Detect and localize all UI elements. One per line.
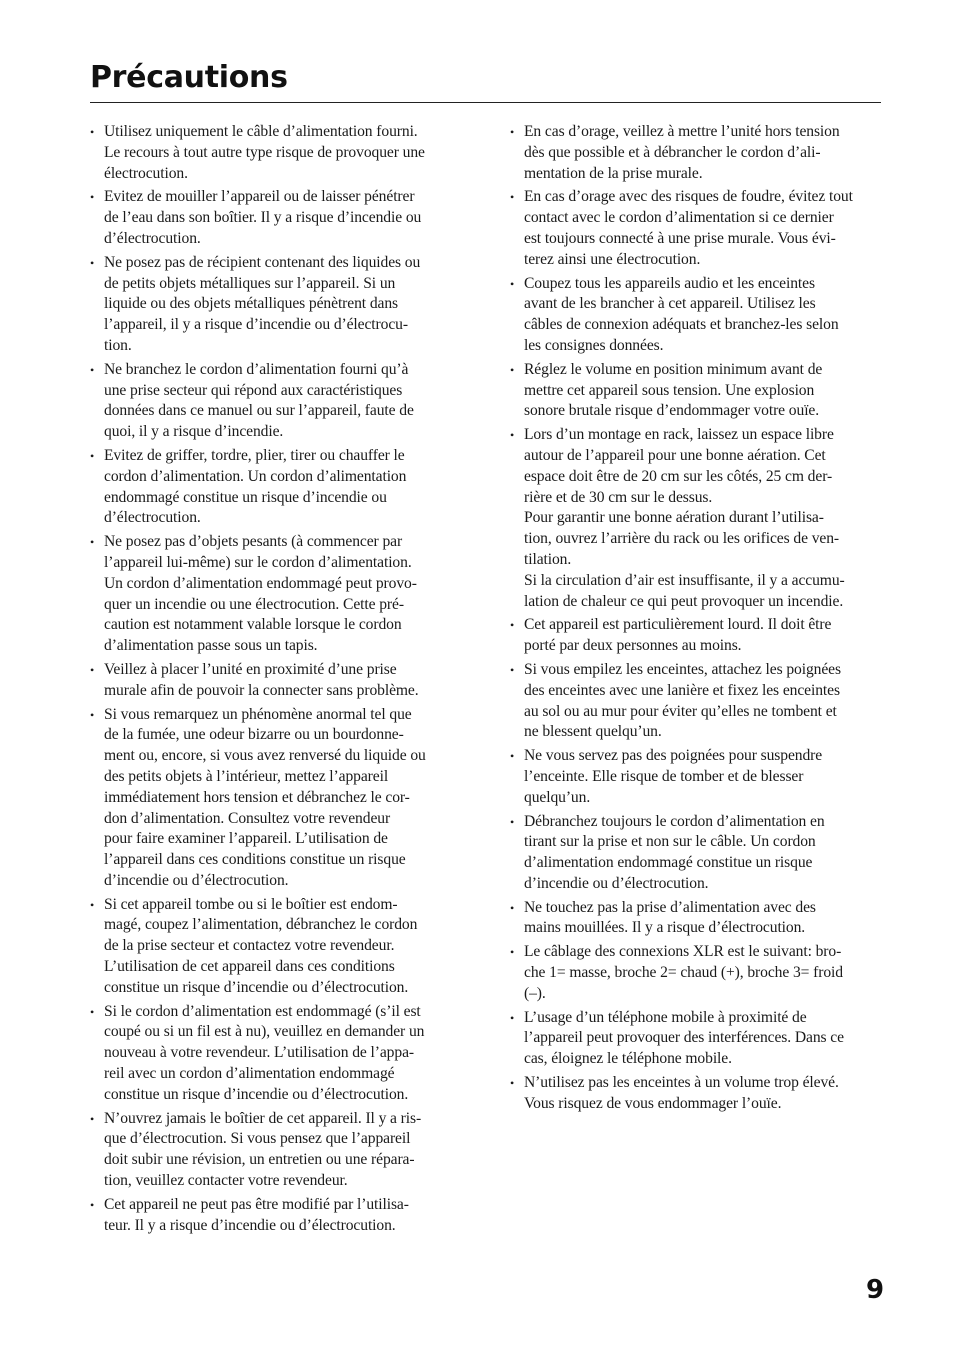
list-item xyxy=(90,360,466,443)
list-item-text: Si vous empilez les enceintes, attachez les poignées des enceintes avec une lanière et fixez les enceintes au sol ou au mur pour éviter qu’elles ne tombent et ne blessent quelqu’un. xyxy=(524,660,841,741)
list-item xyxy=(90,253,466,357)
list-item xyxy=(90,895,466,999)
list-item xyxy=(510,187,888,270)
bullet-icon: • xyxy=(90,1197,95,1212)
bullet-icon: • xyxy=(510,945,515,960)
bullet-icon: • xyxy=(90,448,95,463)
list-item-text: Ne branchez le cordon d’alimentation fourni qu’à une prise secteur qui répond aux caractéristiques données dans ce manuel ou sur l’appareil, faute de quoi, il y a risque d’incendie. xyxy=(104,360,414,441)
bullet-icon: • xyxy=(90,1004,95,1019)
list-item xyxy=(90,705,466,892)
list-item xyxy=(90,1195,466,1237)
list-item xyxy=(90,122,466,184)
bullet-icon: • xyxy=(90,707,95,722)
bullet-icon: • xyxy=(90,190,95,205)
bullet-icon: • xyxy=(510,1010,515,1025)
list-item-text: Evitez de griffer, tordre, plier, tirer ou chauffer le cordon d’alimentation. Un cordon d’alimentation endommagé constitue un risque d’incendie ou d’électrocution. xyxy=(104,446,407,527)
title-divider xyxy=(90,102,881,103)
list-item xyxy=(510,1008,888,1070)
list-item-text: Lors d’un montage en rack, laissez un espace libre autour de l’appareil pour une bonne aération. Cet espace doit être de 20 cm sur les côtés, 25 cm der- rière et de 30 cm sur le dessus. Pour garantir une bonne aération durant l’utilisa- tion, ouvrez l’arrière du rack ou les orifices de ven- tilation. Si la circulation d’air est insuffisante, il y a accumu- lation de chaleur ce qui peut provoquer un incendie. xyxy=(524,426,845,610)
list-item xyxy=(90,187,466,249)
list-item-text: Si vous remarquez un phénomène anormal tel que de la fumée, une odeur bizarre ou un bourdonne- ment ou, encore, si vous avez renversé du liquide ou des petits objets à l’intérieur, mettez l’appareil immédiatement hors tension et débranchez le cor- don d’alimentation. Consultez votre revendeur pour faire examiner l’appareil. L’utilisation de l’appareil dans ces conditions constitue un risque d’incendie ou d’électrocution. xyxy=(104,705,426,889)
list-item xyxy=(90,446,466,529)
list-item xyxy=(90,1109,466,1192)
bullet-icon: • xyxy=(510,662,515,677)
bullet-icon: • xyxy=(90,125,95,139)
bullet-icon: • xyxy=(510,1076,515,1091)
bullet-icon: • xyxy=(510,125,515,139)
bullet-icon: • xyxy=(90,535,95,550)
bullet-icon: • xyxy=(510,814,515,829)
bullet-icon: • xyxy=(510,362,515,377)
bullet-icon: • xyxy=(90,362,95,377)
list-item-text: Utilisez uniquement le câble d’alimentation fourni. Le recours à tout autre type risque de provoquer une électrocution. xyxy=(104,123,425,182)
list-item-text: Ne posez pas de récipient contenant des liquides ou de petits objets métalliques sur l’appareil. Si un liquide ou des objets métalliques pénètrent dans l’appareil, il y a risque d’incendie ou d’électrocu- tion. xyxy=(104,253,421,354)
list-item-text: N’ouvrez jamais le boîtier de cet appareil. Il y a ris- que d’électrocution. Si vous pensez que l’appareil doit subir une révision, un entretien ou une répara- tion, veuillez contacter votre revendeur. xyxy=(104,1109,422,1190)
list-item xyxy=(510,746,888,808)
list-item-text: Le câblage des connexions XLR est le suivant: bro- che 1= masse, broche 2= chaud (+), broche 3= froid (–). xyxy=(524,943,843,1002)
list-item xyxy=(510,812,888,895)
list-item xyxy=(510,274,888,357)
bullet-icon: • xyxy=(90,1111,95,1126)
list-item xyxy=(510,360,888,422)
list-item xyxy=(510,615,888,657)
list-item-text: En cas d’orage avec des risques de foudre, évitez tout contact avec le cordon d’alimentation si ce dernier est toujours connecté à une prise murale. Vous évi- terez ainsi une électrocution. xyxy=(524,188,853,268)
bullet-icon: • xyxy=(90,897,95,912)
list-item-text: Réglez le volume en position minimum avant de mettre cet appareil sous tension. Une explosion sonore brutale risque d’endommager votre ouïe. xyxy=(524,360,823,420)
bullet-icon: • xyxy=(510,190,515,205)
list-item-text: Ne posez pas d’objets pesants (à commencer par l’appareil lui-même) sur le cordon d’alimentation. Un cordon d’alimentation endommagé peut provo- quer un incendie ou une électrocution. Cette pré- caution est notamment valable lorsque le cordon d’alimentation passe sous un tapis. xyxy=(104,533,417,655)
bullet-icon: • xyxy=(90,662,95,677)
list-item xyxy=(510,425,888,612)
bullet-icon: • xyxy=(510,276,515,291)
list-item-text: Ne vous servez pas des poignées pour suspendre l’enceinte. Elle risque de tomber et de blesser quelqu’un. xyxy=(524,747,823,806)
list-item-text: N’utilisez pas les enceintes à un volume trop élevé. Vous risquez de vous endommager l’ouïe. xyxy=(524,1074,839,1112)
bullet-icon: • xyxy=(510,900,515,915)
list-item xyxy=(510,942,888,1004)
list-item-text: En cas d’orage, veillez à mettre l’unité hors tension dès que possible et à débrancher le cordon d’ali- mentation de la prise murale. xyxy=(524,123,840,182)
list-item-text: Coupez tous les appareils audio et les enceintes avant de les brancher à cet appareil. Utilisez les câbles de connexion adéquats et branchez-les selon les consignes données. xyxy=(524,274,839,354)
list-item-text: L’usage d’un téléphone mobile à proximité de l’appareil peut provoquer des interférences. Dans ce cas, éloignez le téléphone mobile. xyxy=(524,1008,844,1068)
list-item xyxy=(510,660,888,743)
bullet-icon: • xyxy=(90,255,95,270)
list-item-text: Cet appareil ne peut pas être modifié par l’utilisa- teur. Il y a risque d’incendie ou d’électrocution. xyxy=(104,1195,409,1234)
list-item-text: Evitez de mouiller l’appareil ou de laisser pénétrer de l’eau dans son boîtier. Il y a risque d’incendie ou d’électrocution. xyxy=(104,188,422,247)
list-item xyxy=(90,660,466,702)
bullet-icon: • xyxy=(510,618,515,633)
left-column xyxy=(90,122,466,1239)
page-number: 9 xyxy=(866,1275,885,1305)
list-item xyxy=(510,1073,888,1115)
bullet-icon: • xyxy=(510,749,515,764)
list-item-text: Ne touchez pas la prise d’alimentation avec des mains mouillées. Il y a risque d’électrocution. xyxy=(524,898,816,937)
list-item-text: Si le cordon d’alimentation est endommagé (s’il est coupé ou si un fil est à nu), veuillez en demander un nouveau à votre revendeur. L’utilisation de l’appa- reil avec un cordon d’alimentation endommagé constitue un risque d’incendie ou d’électrocution. xyxy=(104,1002,425,1103)
list-item xyxy=(90,532,466,657)
bullet-icon: • xyxy=(510,428,515,443)
right-column xyxy=(510,122,888,1118)
list-item-text: Si cet appareil tombe ou si le boîtier est endom- magé, coupez l’alimentation, débranchez le cordon de la prise secteur et contactez votre revendeur. L’utilisation de cet appareil dans ces conditions constitue un risque d’incendie ou d’électrocution. xyxy=(104,895,418,996)
list-item-text: Débranchez toujours le cordon d’alimentation en tirant sur la prise et non sur le câble. Un cordon d’alimentation endommagé constitue un risque d’incendie ou d’électrocution. xyxy=(524,812,825,892)
list-item-text: Cet appareil est particulièrement lourd. Il doit être porté par deux personnes au moins. xyxy=(524,616,832,655)
list-item-text: Veillez à placer l’unité en proximité d’une prise murale afin de pouvoir la connecter sans problème. xyxy=(104,660,419,699)
list-item xyxy=(510,898,888,940)
list-item xyxy=(510,122,888,184)
page-title: Précautions xyxy=(90,60,288,95)
list-item xyxy=(90,1002,466,1106)
